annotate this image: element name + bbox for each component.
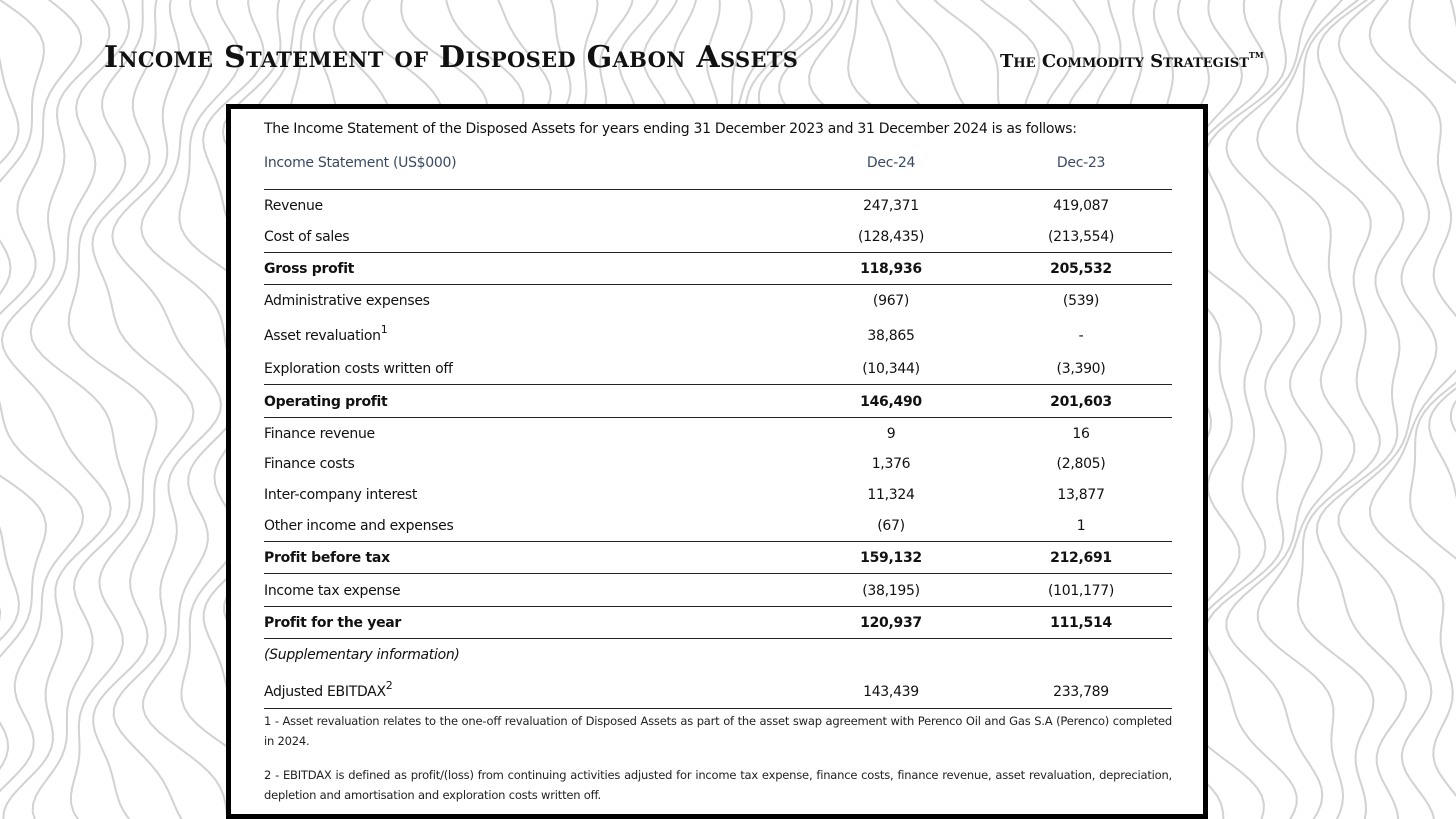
row-label-text: Asset revaluation xyxy=(264,328,381,344)
value-dec-23: 13,877 xyxy=(1057,487,1105,503)
row-label: (Supplementary information) xyxy=(264,647,460,663)
value-dec-24: (10,344) xyxy=(862,361,920,377)
value-dec-24: (67) xyxy=(877,518,905,534)
row-label: Inter-company interest xyxy=(264,487,418,503)
value-dec-24: 1,376 xyxy=(871,456,911,472)
value-dec-23: - xyxy=(1078,328,1084,344)
trademark-mark: TM xyxy=(1248,50,1264,60)
value-dec-23: (101,177) xyxy=(1047,583,1115,599)
row-profit-before-tax xyxy=(264,542,1172,572)
contour-line xyxy=(1205,0,1297,819)
value-dec-23: 111,514 xyxy=(1050,615,1112,631)
value-dec-24: 247,371 xyxy=(863,198,919,214)
value-dec-24: 146,490 xyxy=(860,394,922,410)
row-label: Administrative expenses xyxy=(264,293,430,309)
value-dec-23: 205,532 xyxy=(1050,261,1112,277)
row-label: Finance costs xyxy=(264,456,355,472)
header-dec-23: Dec-23 xyxy=(1056,155,1106,171)
value-dec-24: 143,439 xyxy=(863,684,919,700)
row-label: Exploration costs written off xyxy=(264,361,453,377)
row-profit-for-the-year xyxy=(264,607,1172,637)
row-label: Finance revenue xyxy=(264,426,375,442)
row-inter-company-interest xyxy=(264,479,1172,509)
income-statement-document xyxy=(226,104,1208,819)
value-dec-23: 201,603 xyxy=(1050,394,1112,410)
row-other-income xyxy=(264,510,1172,540)
row-label: Gross profit xyxy=(264,261,355,277)
row-finance-costs xyxy=(264,448,1172,478)
row-income-tax-expense xyxy=(264,575,1172,605)
value-dec-23: 419,087 xyxy=(1053,198,1109,214)
header-dec-24: Dec-24 xyxy=(866,155,916,171)
row-label-text: Adjusted EBITDAX xyxy=(264,684,386,700)
footnote-marker: 2 xyxy=(385,679,393,692)
rule xyxy=(264,708,1172,709)
value-dec-23: 16 xyxy=(1072,426,1090,442)
value-dec-24: (38,195) xyxy=(862,583,920,599)
row-asset-revaluation xyxy=(264,316,1172,350)
row-cost-of-sales xyxy=(264,221,1172,251)
row-finance-revenue xyxy=(264,418,1172,448)
value-dec-23: 212,691 xyxy=(1050,550,1112,566)
value-dec-24: 38,865 xyxy=(867,328,915,344)
header-label: Income Statement (US$000) xyxy=(264,155,457,171)
rule xyxy=(264,573,1172,574)
row-label: Income tax expense xyxy=(264,583,401,599)
row-label: Cost of sales xyxy=(264,229,350,245)
value-dec-23: 1 xyxy=(1076,518,1086,534)
row-label: Operating profit xyxy=(264,394,388,410)
contour-line xyxy=(1297,0,1380,819)
row-adjusted-ebitdax xyxy=(264,672,1172,706)
value-dec-24: 159,132 xyxy=(860,550,922,566)
row-supplementary-information xyxy=(264,639,1172,669)
row-exploration-costs xyxy=(264,353,1172,383)
slide-title: Income Statement of Disposed Gabon Assets xyxy=(104,40,799,75)
value-dec-23: (539) xyxy=(1062,293,1100,309)
value-dec-23: (3,390) xyxy=(1056,361,1106,377)
value-dec-23: (2,805) xyxy=(1056,456,1106,472)
rule xyxy=(264,384,1172,385)
value-dec-24: 120,937 xyxy=(860,615,922,631)
value-dec-23: (213,554) xyxy=(1047,229,1115,245)
row-label xyxy=(264,323,387,344)
contour-line xyxy=(112,0,221,819)
intro-text: The Income Statement of the Disposed Assets for years ending 31 December 2023 and 31 December 2024 is as follows: xyxy=(264,121,1077,137)
contour-line xyxy=(0,0,46,819)
row-administrative-expenses xyxy=(264,285,1172,315)
row-label: Other income and expenses xyxy=(264,518,454,534)
row-operating-profit xyxy=(264,386,1172,416)
value-dec-24: 11,324 xyxy=(867,487,915,503)
row-label xyxy=(264,679,392,700)
value-dec-23: 233,789 xyxy=(1053,684,1109,700)
brand-wordmark xyxy=(1000,50,1264,72)
contour-line xyxy=(69,0,157,819)
footnote-marker: 1 xyxy=(380,323,388,336)
row-label: Profit for the year xyxy=(264,615,402,631)
row-gross-profit xyxy=(264,253,1172,283)
contour-line xyxy=(1226,0,1323,819)
value-dec-24: 118,936 xyxy=(860,261,922,277)
value-dec-24: (967) xyxy=(872,293,910,309)
footnote-2: 2 - EBITDAX is defined as profit/(loss) from continuing activities adjusted for income tax expense, finance costs, finance revenue, asset revaluation, depreciation, depletion and amortisation and exploration costs written off. xyxy=(264,768,1172,802)
row-label: Profit before tax xyxy=(264,550,390,566)
footnote-1: 1 - Asset revaluation relates to the one-off revaluation of Disposed Assets as part of the asset swap agreement with Perenco Oil and Gas S.A (Perenco) completed in 2024. xyxy=(264,714,1172,748)
value-dec-24: (128,435) xyxy=(857,229,925,245)
row-label: Revenue xyxy=(264,198,323,214)
value-dec-24: 9 xyxy=(886,426,896,442)
contour-line xyxy=(1410,0,1456,819)
row-revenue xyxy=(264,190,1172,220)
brand-name: The Commodity Strategist xyxy=(1000,51,1249,72)
